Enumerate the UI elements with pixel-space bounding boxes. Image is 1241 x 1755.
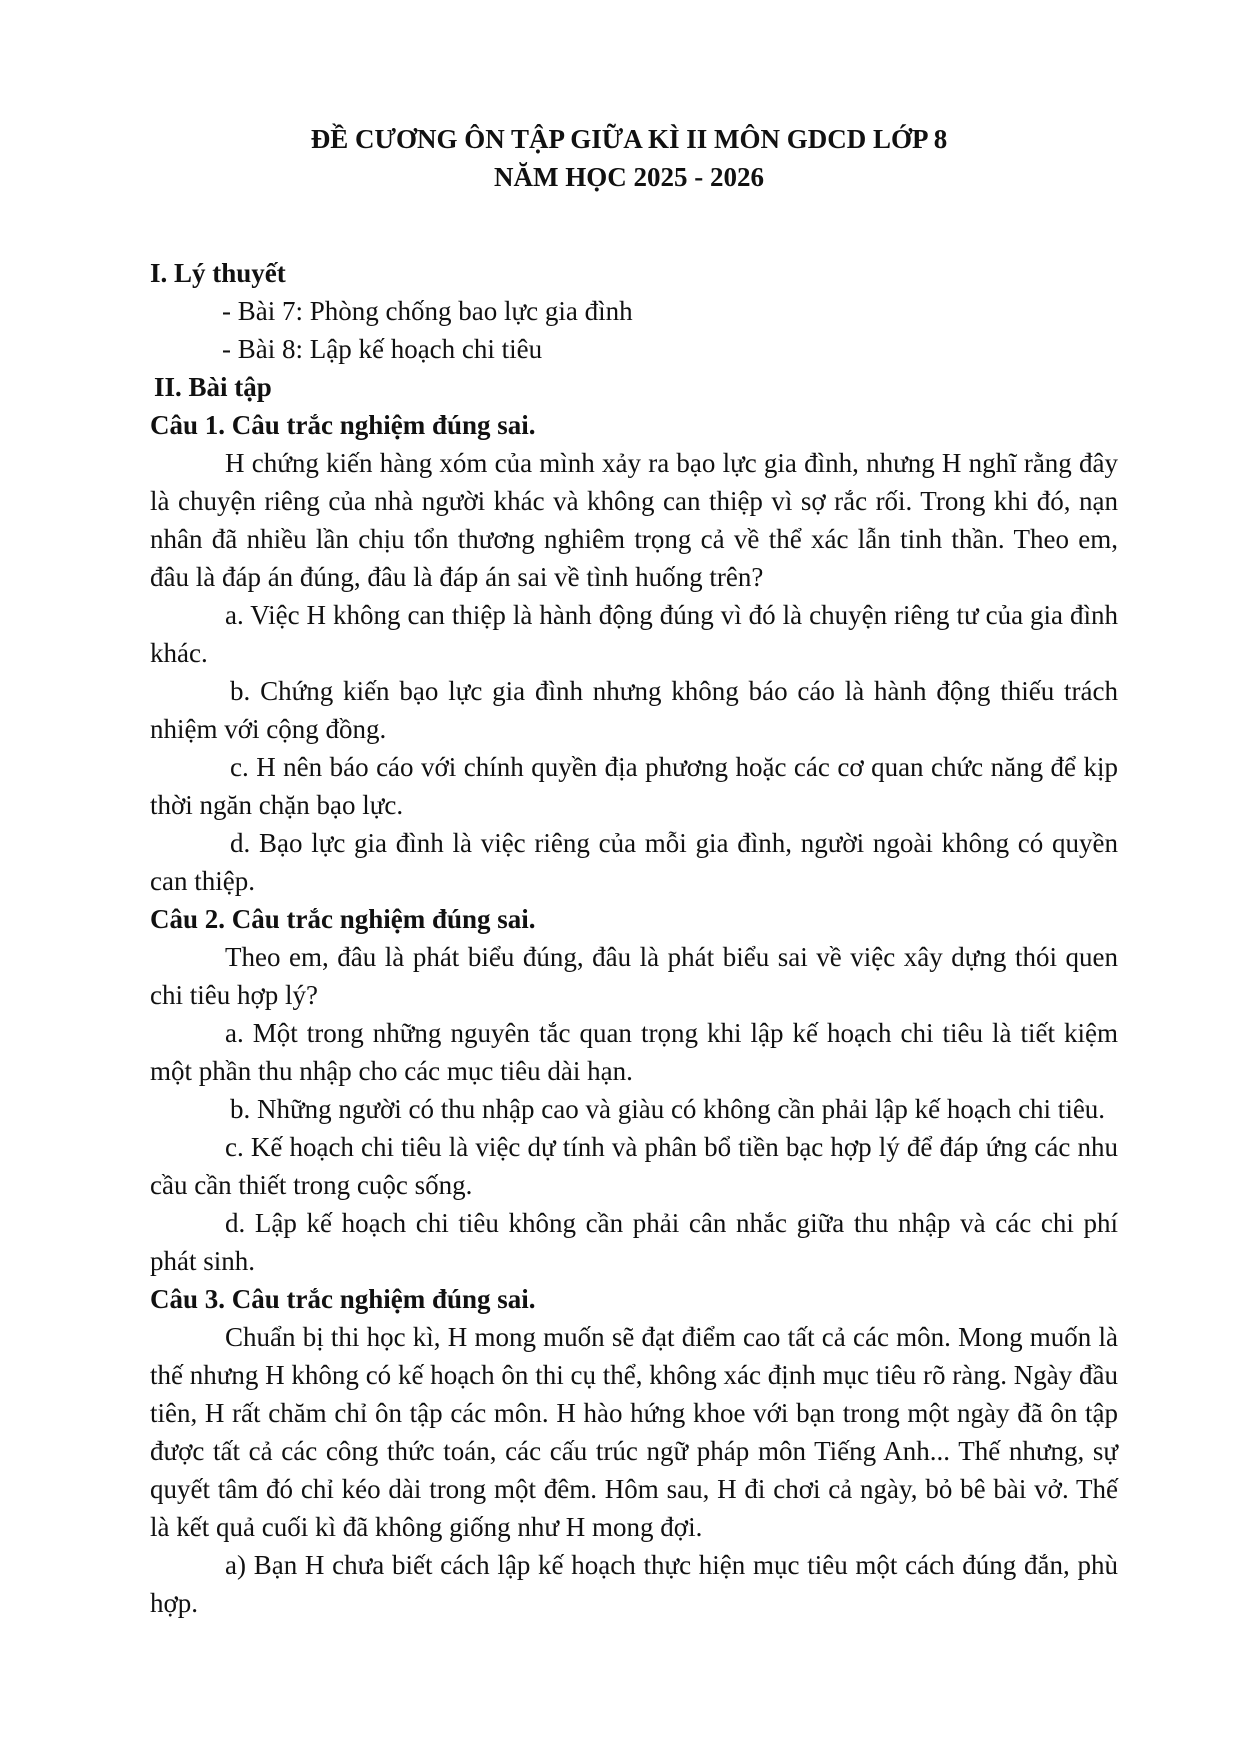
- question-1-prompt: H chứng kiến hàng xóm của mình xảy ra bạo lực gia đình, nhưng H nghĩ rằng đây là chuyện riêng của nhà người khác và không can thiệp vì sợ rắc rối. Trong khi đó, nạn nhân đã nhiều lần chịu tổn thương nghiêm trọng cả về thể xác lẫn tinh thần. Theo em, đâu là đáp án đúng, đâu là đáp án sai về tình huống trên?: [150, 448, 1118, 592]
- question-3-title: Câu 3. Câu trắc nghiệm đúng sai.: [150, 1284, 536, 1314]
- question-2-title: Câu 2. Câu trắc nghiệm đúng sai.: [150, 904, 536, 934]
- question-2-option-d: d. Lập kế hoạch chi tiêu không cần phải cân nhắc giữa thu nhập và các chi phí phát sinh.: [150, 1208, 1118, 1276]
- theory-item: - Bài 8: Lập kế hoạch chi tiêu: [222, 334, 543, 364]
- question-2-option-c: c. Kế hoạch chi tiêu là việc dự tính và phân bổ tiền bạc hợp lý để đáp ứng các nhu cầu cần thiết trong cuộc sống.: [150, 1132, 1118, 1200]
- document-title: [140, 120, 1118, 196]
- question-2-option-a: a. Một trong những nguyên tắc quan trọng khi lập kế hoạch chi tiêu là tiết kiệm một phần thu nhập cho các mục tiêu dài hạn.: [150, 1018, 1118, 1086]
- theory-heading: I. Lý thuyết: [150, 258, 286, 288]
- question-2-prompt: Theo em, đâu là phát biểu đúng, đâu là phát biểu sai về việc xây dựng thói quen chi tiêu hợp lý?: [150, 942, 1118, 1010]
- question-1-option-c: c. H nên báo cáo với chính quyền địa phương hoặc các cơ quan chức năng để kịp thời ngăn chặn bạo lực.: [150, 752, 1118, 820]
- question-3-prompt: Chuẩn bị thi học kì, H mong muốn sẽ đạt điểm cao tất cả các môn. Mong muốn là thế nhưng H không có kế hoạch ôn thi cụ thể, không xác định mục tiêu rõ ràng. Ngày đầu tiên, H rất chăm chỉ ôn tập các môn. H hào hứng khoe với bạn trong một ngày đã ôn tập được tất cả các công thức toán, các cấu trúc ngữ pháp môn Tiếng Anh... Thế nhưng, sự quyết tâm đó chỉ kéo dài trong một đêm. Hôm sau, H đi chơi cả ngày, bỏ bê bài vở. Thế là kết quả cuối kì đã không giống như H mong đợi.: [150, 1322, 1118, 1542]
- question-1-option-b: b. Chứng kiến bạo lực gia đình nhưng không báo cáo là hành động thiếu trách nhiệm với cộng đồng.: [150, 676, 1118, 744]
- theory-item: - Bài 7: Phòng chống bao lực gia đình: [222, 296, 633, 326]
- title-line-2: NĂM HỌC 2025 - 2026: [494, 162, 764, 192]
- question-3-option-a: a) Bạn H chưa biết cách lập kế hoạch thực hiện mục tiêu một cách đúng đắn, phù hợp.: [150, 1550, 1118, 1618]
- question-1-option-d: d. Bạo lực gia đình là việc riêng của mỗi gia đình, người ngoài không có quyền can thiệp.: [150, 828, 1118, 896]
- question-1-title: Câu 1. Câu trắc nghiệm đúng sai.: [150, 410, 536, 440]
- exercises-heading: II. Bài tập: [154, 372, 272, 402]
- question-2-option-b: b. Những người có thu nhập cao và giàu có không cần phải lập kế hoạch chi tiêu.: [230, 1094, 1106, 1124]
- title-line-1: ĐỀ CƯƠNG ÔN TẬP GIỮA KÌ II MÔN GDCD LỚP 8: [310, 124, 948, 154]
- question-1-option-a: a. Việc H không can thiệp là hành động đúng vì đó là chuyện riêng tư của gia đình khác.: [150, 600, 1118, 668]
